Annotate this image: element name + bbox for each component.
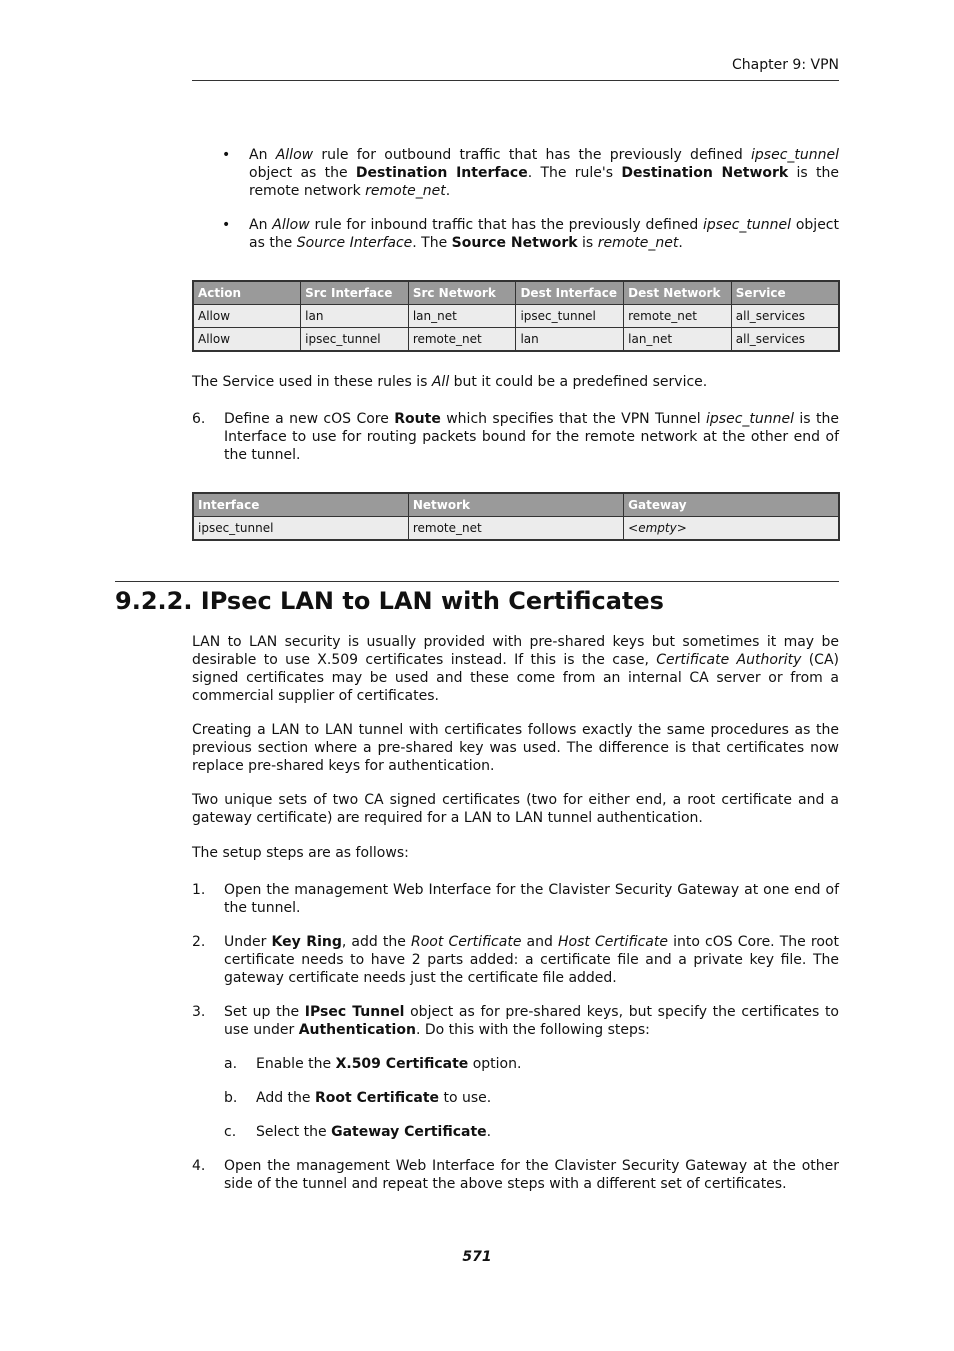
- step-number: 4.: [192, 1158, 206, 1174]
- table-header-cell: Network: [408, 493, 623, 517]
- table-row: [193, 305, 839, 328]
- table-cell: lan: [516, 328, 624, 352]
- step-text: Open the management Web Interface for the Clavister Security Gateway at one end of the tunnel.: [224, 882, 839, 916]
- page-number: 571: [462, 1249, 492, 1265]
- substep-letter: a.: [224, 1056, 238, 1072]
- substep-item: [224, 1123, 839, 1141]
- step-number: 2.: [192, 934, 206, 950]
- step-item: [192, 1157, 839, 1193]
- table-row: [193, 517, 839, 541]
- substep-item: [224, 1089, 839, 1107]
- table-cell: all_services: [731, 305, 839, 328]
- header-rule: [192, 80, 839, 81]
- table-header-cell: Dest Interface: [516, 281, 624, 305]
- table-cell: lan: [301, 305, 409, 328]
- table-cell: ipsec_tunnel: [301, 328, 409, 352]
- paragraph: Creating a LAN to LAN tunnel with certificates follows exactly the same procedures as the previous section where a pre-shared key was used. The difference is that certificates now replace pre-shared keys for authentication.: [192, 722, 839, 774]
- step-item: [192, 933, 839, 987]
- route-table: [192, 492, 840, 541]
- table-header-cell: Src Network: [408, 281, 516, 305]
- table-cell: ipsec_tunnel: [516, 305, 624, 328]
- list-item: [192, 146, 839, 200]
- paragraph: The setup steps are as follows:: [192, 845, 409, 861]
- bullet-text: An Allow rule for outbound traffic that has the previously defined ipsec_tunnel object as the Destination Interface. The rule's Destination Network is the remote network remote_net.: [249, 147, 840, 199]
- substep-text: Select the Gateway Certificate.: [256, 1124, 492, 1140]
- step-item: [192, 1003, 839, 1039]
- step-text: Define a new cOS Core Route which specifies that the VPN Tunnel ipsec_tunnel is the Interface to use for routing packets bound for the remote network at the other end of the tunnel.: [224, 411, 839, 463]
- table-header-row: [193, 493, 839, 517]
- table-header-cell: Gateway: [624, 493, 839, 517]
- step-number: 6.: [192, 411, 206, 427]
- table-cell: ipsec_tunnel: [193, 517, 408, 541]
- substep-text: Add the Root Certificate to use.: [256, 1090, 492, 1106]
- service-note: The Service used in these rules is All but it could be a predefined service.: [192, 374, 708, 390]
- table-header-cell: Src Interface: [301, 281, 409, 305]
- table-cell: Allow: [193, 328, 301, 352]
- table-header-cell: Interface: [193, 493, 408, 517]
- paragraph: Two unique sets of two CA signed certificates (two for either end, a root certificate and a gateway certificate) are required for a LAN to LAN tunnel authentication.: [192, 792, 839, 826]
- substep-letter: b.: [224, 1090, 238, 1106]
- step-text: Set up the IPsec Tunnel object as for pre-shared keys, but specify the certificates to use under Authentication. Do this with the following steps:: [224, 1004, 840, 1038]
- table-cell: remote_net: [624, 305, 732, 328]
- step-item: [192, 410, 839, 464]
- table-cell: lan_net: [408, 305, 516, 328]
- table-header-cell: Dest Network: [624, 281, 732, 305]
- table-header-cell: Action: [193, 281, 301, 305]
- bullet-text: An Allow rule for inbound traffic that has the previously defined ipsec_tunnel object as the Source Interface. The Source Network is remote_net.: [249, 217, 839, 251]
- table-cell: remote_net: [408, 328, 516, 352]
- section-title: 9.2.2. IPsec LAN to LAN with Certificates: [115, 587, 664, 615]
- table-cell: Allow: [193, 305, 301, 328]
- substep-text: Enable the X.509 Certificate option.: [256, 1056, 522, 1072]
- bullet-mark: •: [222, 217, 231, 233]
- table-row: [193, 328, 839, 352]
- table-cell: <empty>: [624, 517, 839, 541]
- rules-table: [192, 280, 840, 352]
- section-rule: [115, 581, 839, 582]
- substep-item: [224, 1055, 839, 1073]
- table-header-cell: Service: [731, 281, 839, 305]
- table-cell: remote_net: [408, 517, 623, 541]
- table-header-row: [193, 281, 839, 305]
- step-number: 3.: [192, 1004, 206, 1020]
- list-item: [192, 216, 839, 252]
- table-cell: all_services: [731, 328, 839, 352]
- substep-letter: c.: [224, 1124, 237, 1140]
- paragraph: LAN to LAN security is usually provided with pre-shared keys but sometimes it may be desirable to use X.509 certificates instead. If this is the case, Certificate Authority (CA) signed certificates may be used and these come from an internal CA server or from a commercial supplier of certificates.: [192, 634, 839, 704]
- step-number: 1.: [192, 882, 206, 898]
- bullet-mark: •: [222, 147, 231, 163]
- step-text: Open the management Web Interface for the Clavister Security Gateway at the other side of the tunnel and repeat the above steps with a different set of certificates.: [224, 1158, 839, 1192]
- step-text: Under Key Ring, add the Root Certificate and Host Certificate into cOS Core. The root certificate needs to have 2 parts added: a certificate file and a private key file. The gateway certificate needs just the certificate file added.: [224, 934, 839, 986]
- step-item: [192, 881, 839, 917]
- running-header: Chapter 9: VPN: [732, 57, 839, 73]
- table-cell: lan_net: [624, 328, 732, 352]
